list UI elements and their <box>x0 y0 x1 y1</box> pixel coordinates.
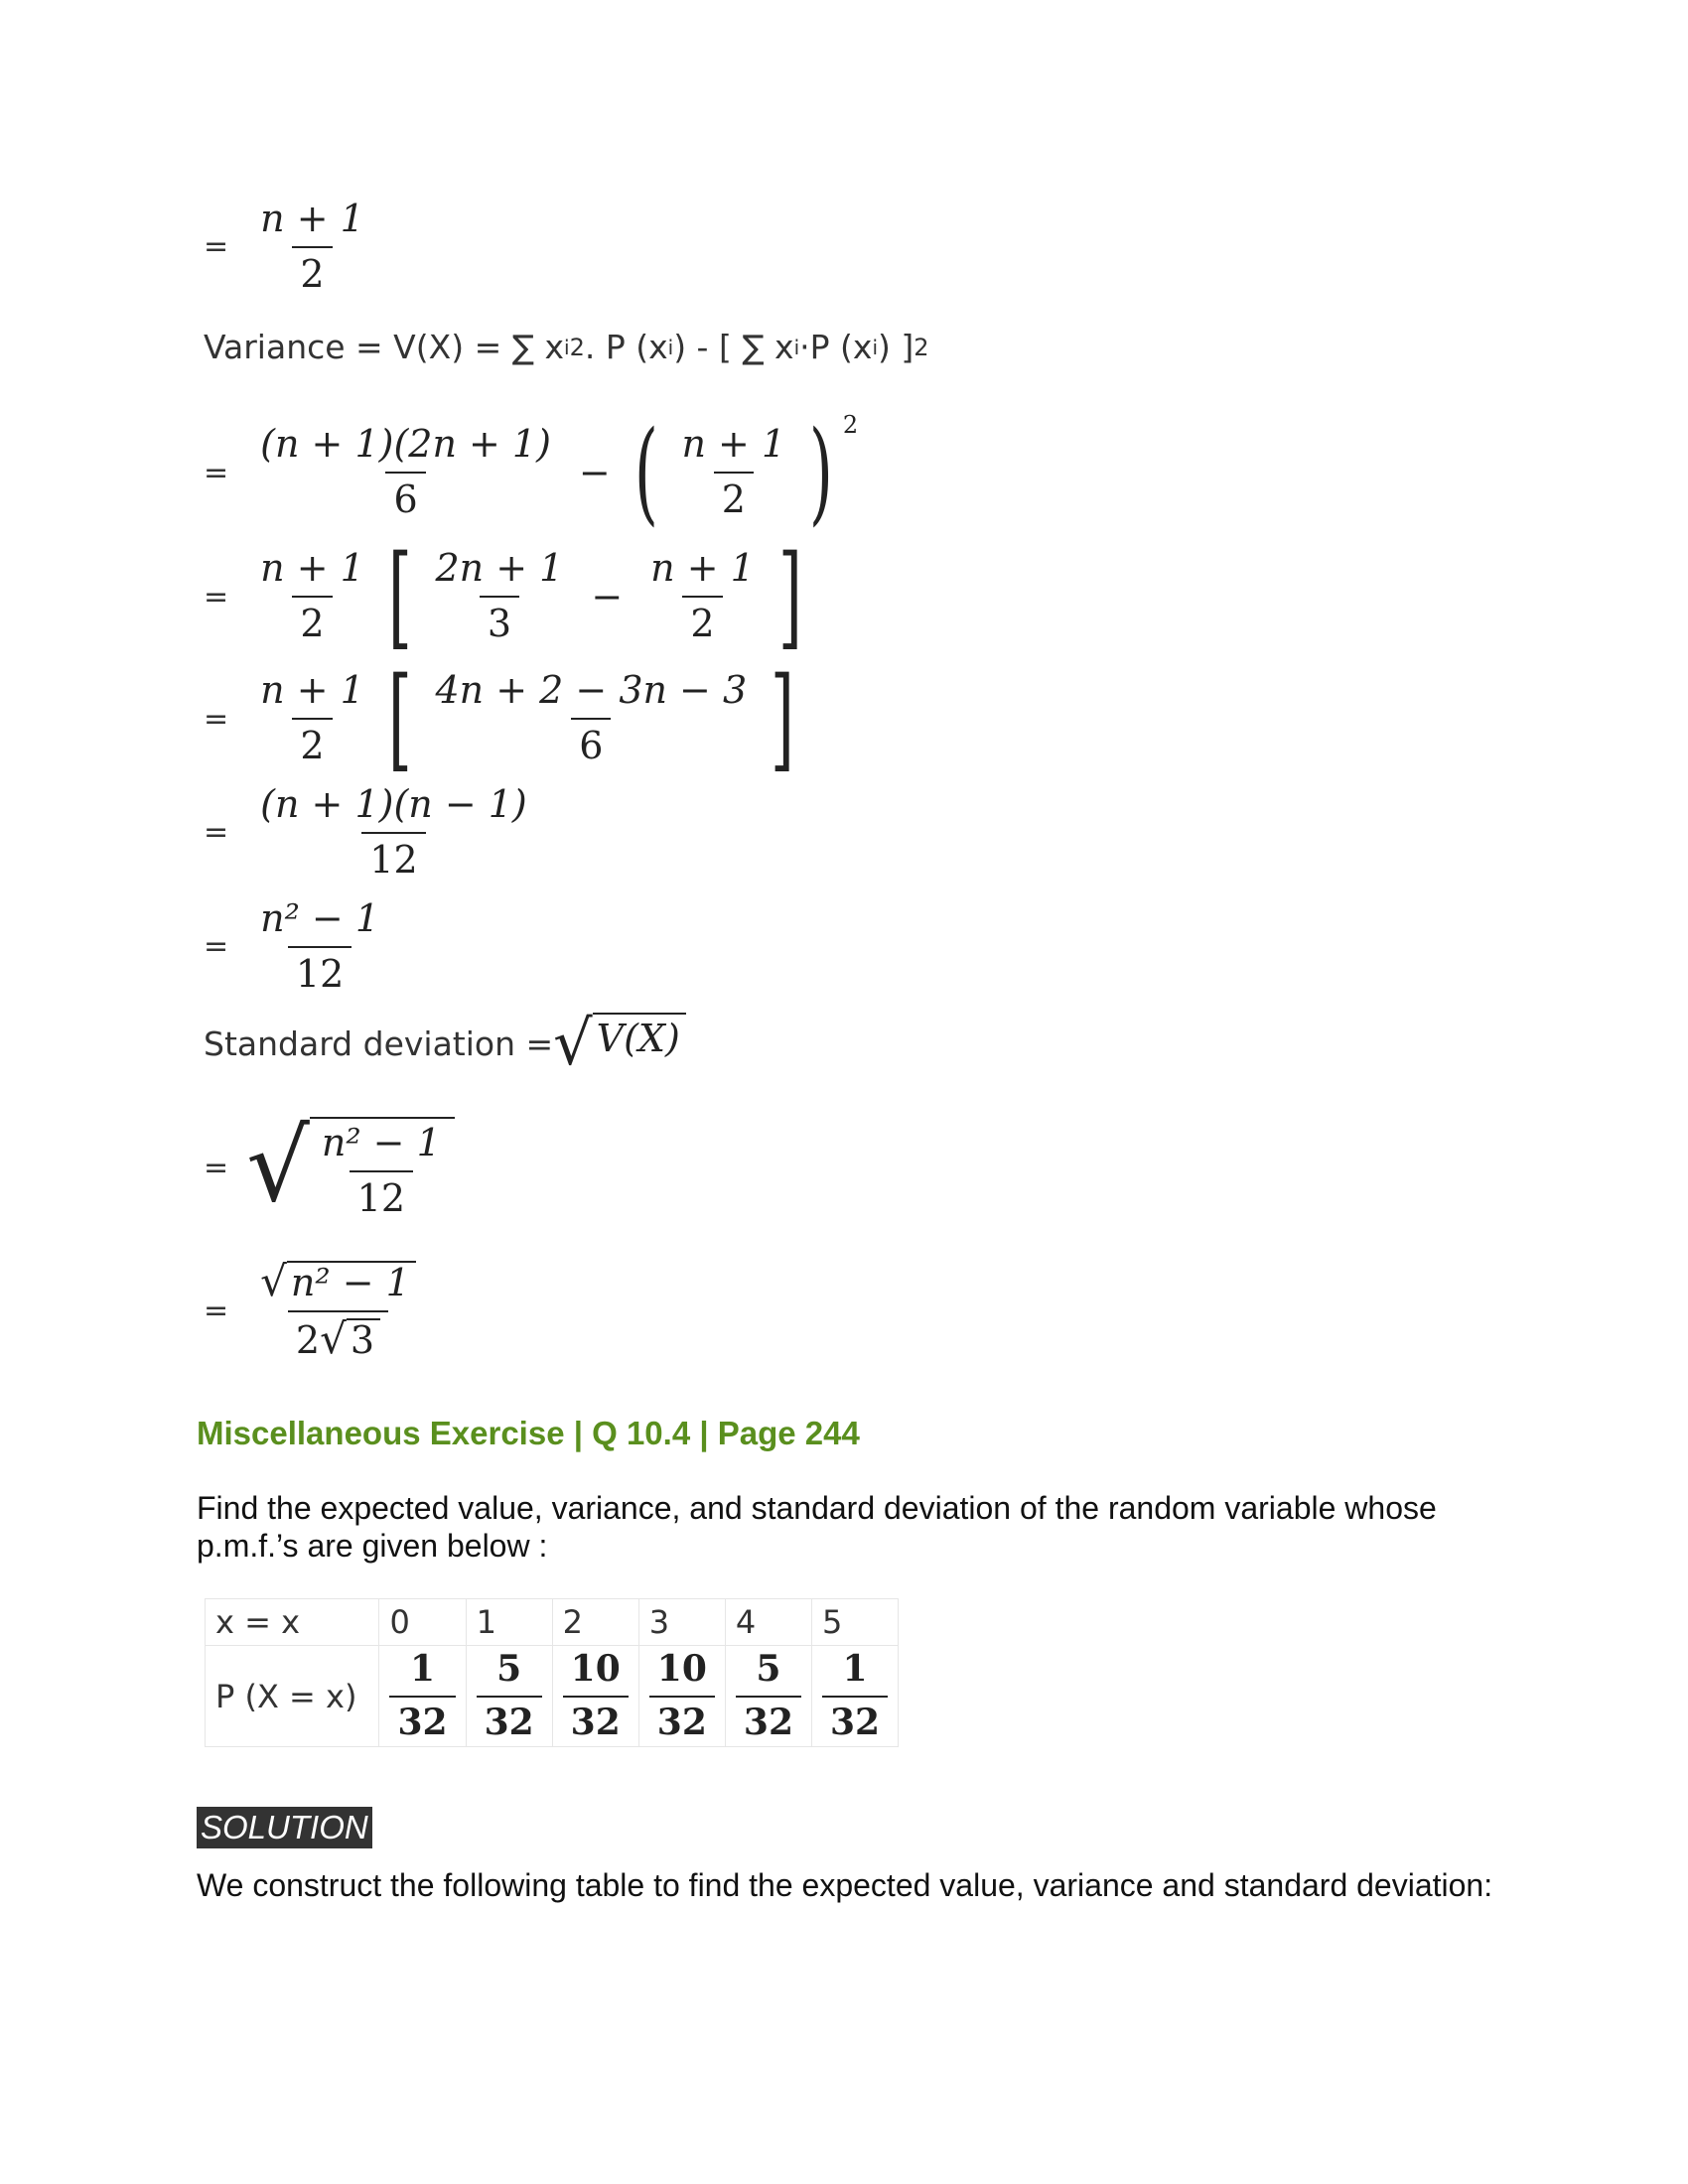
table-row <box>206 1646 899 1747</box>
mean-fraction: $\frac{n + 1}{2}$ <box>260 197 364 296</box>
left-paren: ( <box>633 408 658 537</box>
question-text: Find the expected value, variance, and standard deviation of the random variable whose p.m.f.’s are given below : <box>197 1490 1437 1564</box>
variance-step-3: = $\frac{n + 1}{2}$ [ $\frac{4n + 2 - 3n - 3}{6}$ ] <box>204 654 795 783</box>
variance-step-4: = $\frac{(n + 1)(n - 1)}{12}$ <box>204 782 527 882</box>
pmf-table <box>205 1598 899 1747</box>
sd-step-2: = √ n² − 1 2 √ 3 <box>204 1261 430 1362</box>
table-cell: x = x <box>206 1599 379 1646</box>
equals-sign: = <box>204 229 229 265</box>
variance-step-2: = $\frac{n + 1}{2}$ [ $\frac{2n + 1}{3}$ − $\frac{n + 1}{2}$ ] <box>204 532 802 661</box>
variance-formula: Variance = V(X) = ∑ x i 2 . P (x i ) - [ ∑ x i ·P (x i ) ] 2 <box>204 328 929 366</box>
table-cell: 3 <box>638 1599 725 1646</box>
table-cell: 0 <box>379 1599 466 1646</box>
table-cell: $\frac{10}{32}$ <box>638 1646 725 1747</box>
left-bracket: [ <box>387 532 412 661</box>
mean-result <box>204 199 378 296</box>
table-row <box>206 1599 899 1646</box>
variance-step-5: = $\frac{\text{n² − 1}}{12}$ <box>204 896 380 996</box>
table-cell: 2 <box>552 1599 638 1646</box>
sqrt-symbol: √ V(X) <box>553 1013 686 1074</box>
solution-badge: SOLUTION <box>197 1807 372 1848</box>
table-cell: 1 <box>466 1599 552 1646</box>
table-cell: 4 <box>725 1599 811 1646</box>
table-cell: $\frac{1}{32}$ <box>812 1646 899 1747</box>
solution-text: We construct the following table to find the expected value, variance and standard deviation: <box>197 1867 1493 1903</box>
table-cell: P (X = x) <box>206 1646 379 1747</box>
sd-step-1: = √ $\frac{\text{n² − 1}}{12}$ <box>204 1117 455 1220</box>
right-paren: ) <box>808 408 833 537</box>
sd-formula: Standard deviation = √ V(X) <box>204 1013 686 1074</box>
table-cell: $\frac{1}{32}$ <box>379 1646 466 1747</box>
table-cell: $\frac{5}{32}$ <box>725 1646 811 1747</box>
question-heading: Miscellaneous Exercise | Q 10.4 | Page 244 <box>197 1415 860 1451</box>
table-cell: 5 <box>812 1599 899 1646</box>
variance-step-1: = $\frac{(n + 1)(2n + 1)}{6}$ − ( $\frac{n + 1}{2}$ ) 2 <box>204 408 859 537</box>
table-cell: $\frac{5}{32}$ <box>466 1646 552 1747</box>
right-bracket: ] <box>777 532 802 661</box>
table-cell: $\frac{10}{32}$ <box>552 1646 638 1747</box>
